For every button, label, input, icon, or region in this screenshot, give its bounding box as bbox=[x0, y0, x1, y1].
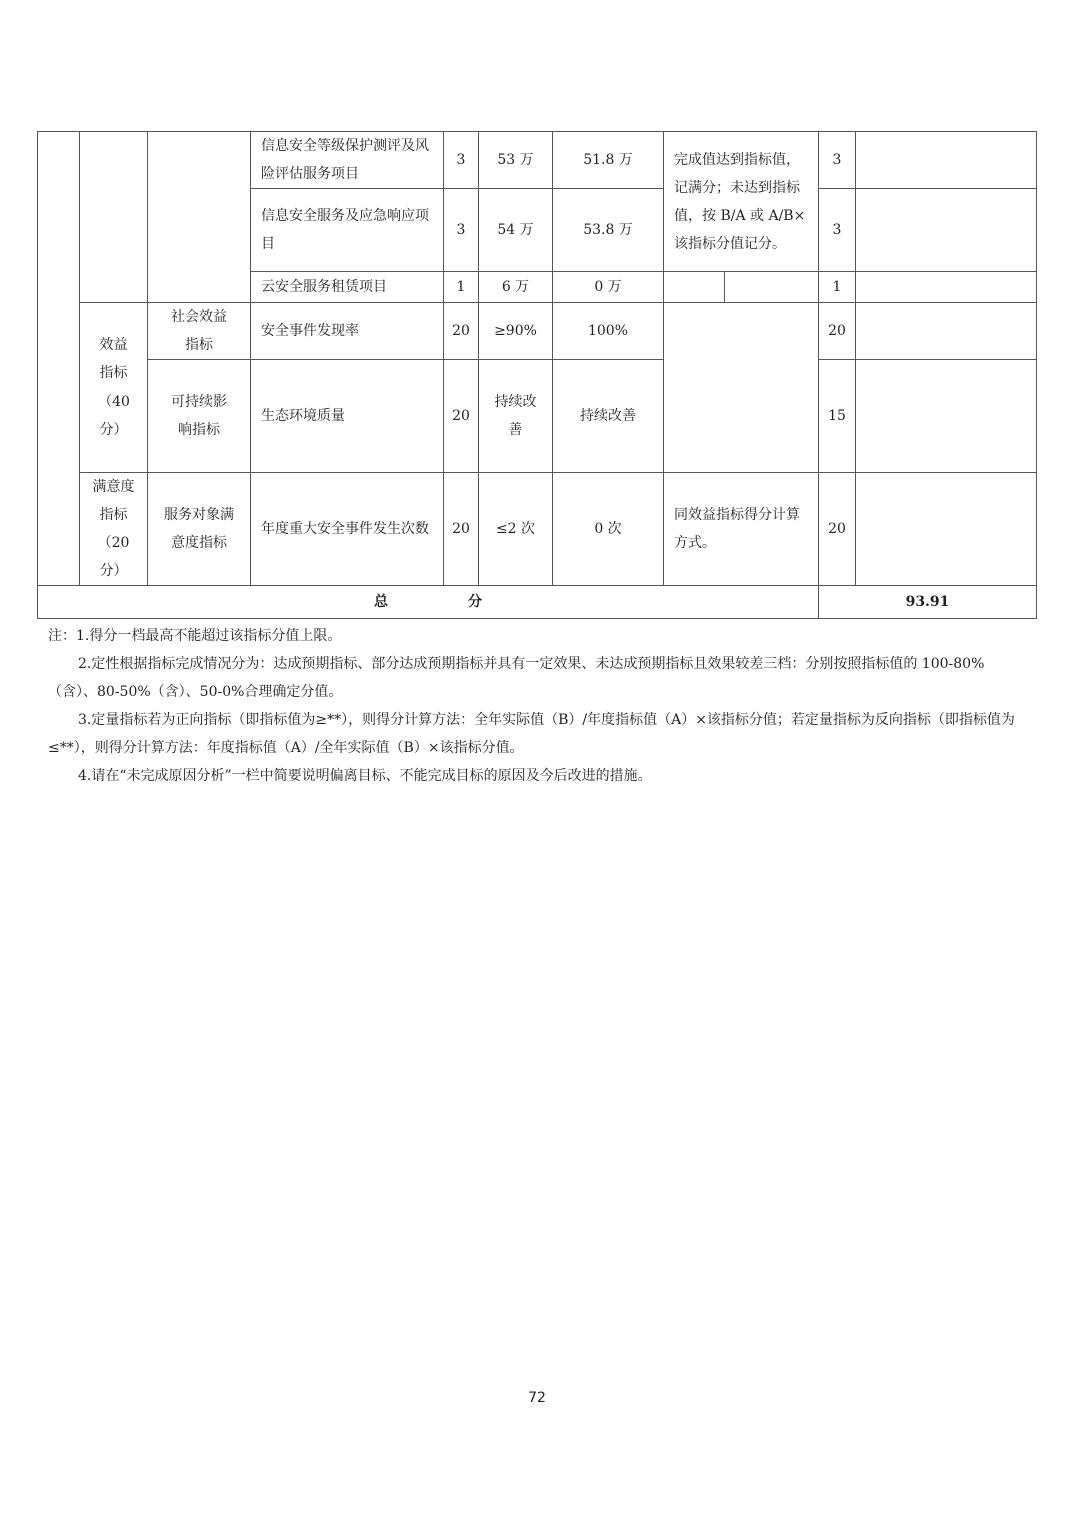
secondary-indicator-cell-continued bbox=[147, 131, 251, 303]
indicator-name-cell bbox=[250, 271, 444, 303]
indicator-name-cell bbox=[250, 359, 444, 473]
actual-value: 100% bbox=[587, 323, 629, 339]
secondary-indicator-cell bbox=[147, 302, 251, 360]
score-cell bbox=[818, 131, 856, 189]
score-value: 3 bbox=[832, 222, 842, 238]
reason-cell bbox=[855, 359, 1037, 473]
actual-cell bbox=[552, 472, 664, 586]
scoring-method-cell-b bbox=[724, 271, 819, 303]
score-cell bbox=[818, 302, 856, 360]
target-value: ≤2 次 bbox=[495, 521, 536, 537]
weight-value: 20 bbox=[452, 323, 470, 339]
scoring-method-text: 完成值达到指标值，记满分；未达到指标值，按 B/A 或 A/B×该指标分值记分。 bbox=[674, 151, 806, 252]
indicator-name-cell bbox=[250, 302, 444, 360]
note-1: 注：1.得分一档最高不能超过该指标分值上限。 bbox=[48, 628, 342, 644]
weight-cell bbox=[443, 472, 479, 586]
secondary-indicator-label: 社会效益指标 bbox=[170, 309, 227, 353]
note-4: 4.请在“未完成原因分析”一栏中简要说明偏离目标、不能完成目标的原因及今后改进的措施。 bbox=[78, 768, 652, 784]
actual-value: 持续改善 bbox=[580, 408, 636, 424]
indicator-name-cell bbox=[250, 131, 444, 189]
score-value: 1 bbox=[832, 279, 842, 295]
secondary-indicator-label: 服务对象满意度指标 bbox=[163, 507, 234, 551]
scoring-method-cell bbox=[663, 472, 819, 586]
category-cell bbox=[37, 131, 80, 586]
target-cell bbox=[478, 271, 553, 303]
indicator-name: 年度重大安全事件发生次数 bbox=[261, 521, 429, 537]
target-value: 持续改善 bbox=[494, 394, 537, 438]
primary-indicator-cell-continued bbox=[79, 131, 148, 303]
indicator-name: 安全事件发现率 bbox=[261, 323, 359, 339]
weight-value: 3 bbox=[456, 222, 466, 238]
reason-cell bbox=[855, 302, 1037, 360]
target-cell bbox=[478, 131, 553, 189]
weight-value: 3 bbox=[456, 152, 466, 168]
indicator-name: 信息安全等级保护测评及风险评估服务项目 bbox=[261, 138, 429, 182]
primary-indicator-cell bbox=[79, 472, 148, 586]
weight-cell bbox=[443, 359, 479, 473]
primary-indicator-cell bbox=[79, 302, 148, 473]
indicator-name: 云安全服务租赁项目 bbox=[261, 279, 387, 295]
actual-value: 0 万 bbox=[594, 279, 622, 295]
total-label bbox=[374, 588, 482, 616]
total-label-part1: 总 bbox=[374, 594, 388, 610]
target-cell bbox=[478, 359, 553, 473]
actual-cell bbox=[552, 188, 664, 272]
indicator-name: 信息安全服务及应急响应项目 bbox=[261, 208, 429, 252]
target-cell bbox=[478, 188, 553, 272]
total-label-cell bbox=[37, 585, 819, 619]
score-value: 20 bbox=[828, 323, 846, 339]
total-value-cell bbox=[818, 585, 1037, 619]
target-value: 53 万 bbox=[497, 152, 534, 168]
weight-cell bbox=[443, 302, 479, 360]
secondary-indicator-label: 可持续影响指标 bbox=[170, 394, 227, 438]
total-label-part2: 分 bbox=[468, 594, 482, 610]
score-cell bbox=[818, 188, 856, 272]
scoring-method-cell bbox=[663, 131, 819, 272]
indicator-name: 生态环境质量 bbox=[261, 408, 345, 424]
weight-cell bbox=[443, 271, 479, 303]
weight-value: 20 bbox=[452, 521, 470, 537]
target-value: 6 万 bbox=[501, 279, 530, 295]
reason-cell bbox=[855, 472, 1037, 586]
weight-cell bbox=[443, 131, 479, 189]
secondary-indicator-cell bbox=[147, 472, 251, 586]
score-cell bbox=[818, 271, 856, 303]
reason-cell bbox=[855, 188, 1037, 272]
score-value: 3 bbox=[832, 152, 842, 168]
reason-cell bbox=[855, 131, 1037, 189]
actual-value: 0 次 bbox=[594, 521, 622, 537]
scoring-method-cell-a bbox=[663, 271, 725, 303]
score-value: 20 bbox=[828, 521, 846, 537]
primary-indicator-label: 满意度指标（20分） bbox=[92, 479, 135, 579]
reason-cell bbox=[855, 271, 1037, 303]
actual-cell bbox=[552, 302, 664, 360]
secondary-indicator-cell bbox=[147, 359, 251, 473]
scoring-method-cell bbox=[663, 302, 819, 473]
actual-value: 53.8 万 bbox=[583, 222, 633, 238]
target-cell bbox=[478, 472, 553, 586]
weight-cell bbox=[443, 188, 479, 272]
target-value: ≥90% bbox=[494, 323, 537, 339]
weight-value: 20 bbox=[452, 408, 470, 424]
actual-cell bbox=[552, 359, 664, 473]
primary-indicator-label: 效益指标（40分） bbox=[98, 336, 130, 438]
score-cell bbox=[818, 359, 856, 473]
actual-cell bbox=[552, 271, 664, 303]
total-score: 93.91 bbox=[905, 594, 950, 610]
target-value: 54 万 bbox=[497, 222, 534, 238]
page-number: 72 bbox=[528, 1390, 546, 1406]
indicator-name-cell bbox=[250, 472, 444, 586]
score-value: 15 bbox=[828, 408, 846, 424]
note-3: 3.定量指标若为正向指标（即指标值为≥**），则得分计算方法：全年实际值（B）/年度指标值（A）×该指标分值；若定量指标为反向指标（即指标值为≤**），则得分计算方法：年度指标值（A）/全年实际值（B）×该指标分值。 bbox=[48, 712, 1015, 756]
target-cell bbox=[478, 302, 553, 360]
notes-section bbox=[48, 622, 1033, 790]
indicator-name-cell bbox=[250, 188, 444, 272]
note-2: 2.定性根据指标完成情况分为：达成预期指标、部分达成预期指标并具有一定效果、未达成预期指标且效果较差三档：分别按照指标值的 100-80%（含）、80-50%（含）、50-0%合理确定分值。 bbox=[48, 656, 985, 700]
weight-value: 1 bbox=[456, 279, 466, 295]
actual-cell bbox=[552, 131, 664, 189]
scoring-method-text: 同效益指标得分计算方式。 bbox=[674, 507, 800, 551]
actual-value: 51.8 万 bbox=[583, 152, 633, 168]
score-cell bbox=[818, 472, 856, 586]
